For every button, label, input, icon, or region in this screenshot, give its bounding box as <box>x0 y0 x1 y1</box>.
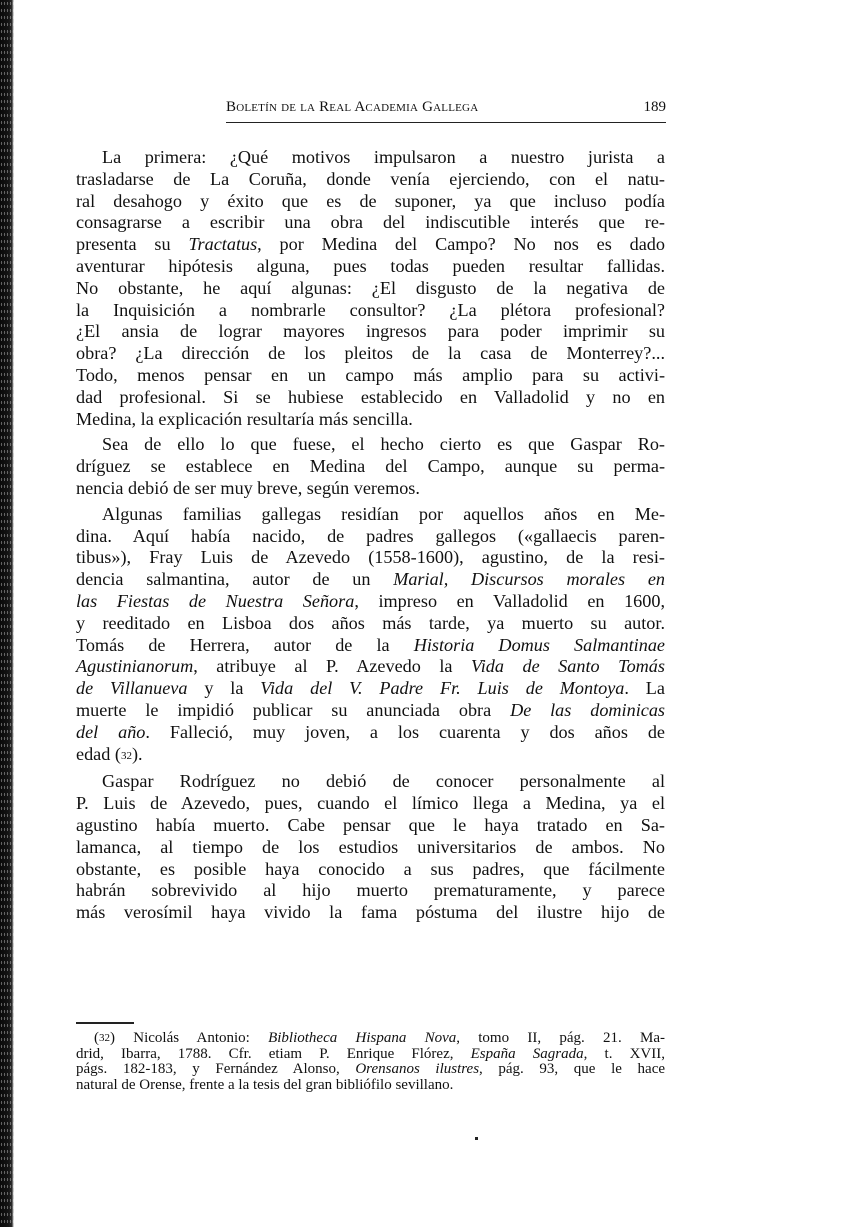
text-line: No obstante, he aquí algunas: ¿El disgusto de la negativa de <box>76 277 665 298</box>
paragraph-4 <box>76 771 665 924</box>
text-line: obra? ¿La dirección de los pleitos de la casa de Monterrey?... <box>76 343 665 364</box>
text-line: edad (32). <box>76 743 143 764</box>
footnote-line: págs. 182-183, y Fernández Alonso, Orensanos ilustres, pág. 93, que le hace <box>76 1061 666 1077</box>
text-line: trasladarse de La Coruña, donde venía ejerciendo, con el natu- <box>76 168 665 189</box>
footnote-marker: 32 <box>120 749 132 762</box>
text-line: dina. Aquí había nacido, de padres gallegos («gallaecis paren- <box>76 525 665 546</box>
footnote-32 <box>76 1031 665 1093</box>
text-line: aventurar hipótesis alguna, pues todas pueden resultar fallidas. <box>76 255 665 276</box>
text-line: presenta su Tractatus, por Medina del Campo? No nos es dado <box>76 234 665 255</box>
text-line: más verosímil haya vivido la fama póstuma del ilustre hijo de <box>76 902 665 923</box>
text-line: consagrarse a escribir una obra del indiscutible interés que re- <box>76 212 665 233</box>
paragraph-3 <box>76 504 665 768</box>
text-line: habrán sobrevivido al hijo muerto prematuramente, y parece <box>76 880 665 901</box>
page-number: 189 <box>643 99 666 115</box>
body-text <box>76 147 665 928</box>
text-line: Medina, la explicación resultaría más sencilla. <box>76 408 413 429</box>
text-line: lamanca, al tiempo de los estudios universitarios de ambos. No <box>76 836 665 857</box>
header-rule <box>226 122 666 123</box>
paragraph-2 <box>76 434 665 499</box>
text-line: nencia debió de ser muy breve, según veremos. <box>76 477 420 498</box>
footnote-marker: 32 <box>99 1032 110 1044</box>
text-line: Todo, menos pensar en un campo más amplio para su activi- <box>76 364 665 385</box>
paragraph-1 <box>76 147 665 430</box>
text-line: agustino había muerto. Cabe pensar que le haya tratado en Sa- <box>76 814 665 835</box>
footnote-line: (32) Nicolás Antonio: Bibliotheca Hispana Nova, tomo II, pág. 21. Ma- <box>94 1030 665 1046</box>
text-line: de Villanueva y la Vida del V. Padre Fr. Luis de Montoya. La <box>76 678 665 699</box>
footnote-line: drid, Ibarra, 1788. Cfr. etiam P. Enrique Flórez, España Sagrada, t. XVII, <box>76 1045 665 1062</box>
scan-speck <box>475 1137 478 1140</box>
text-line: obstante, es posible haya conocido a sus padres, que fácilmente <box>76 858 665 879</box>
text-line: Agustinianorum, atribuye al P. Azevedo la Vida de Santo Tomás <box>76 656 665 677</box>
scan-edge-shadow <box>0 0 14 1227</box>
text-line: La primera: ¿Qué motivos impulsaron a nuestro jurista a <box>102 147 665 167</box>
page-header <box>226 99 666 121</box>
footnote-line: natural de Orense, frente a la tesis del gran bibliófilo sevillano. <box>76 1076 454 1093</box>
text-line: la Inquisición a nombrarle consultor? ¿La plétora profesional? <box>76 299 665 320</box>
text-line: del año. Falleció, muy joven, a los cuarenta y dos años de <box>76 721 665 742</box>
footnotes <box>76 1031 665 1093</box>
text-line: dencia salmantina, autor de un Marial, Discursos morales en <box>76 569 665 590</box>
text-line: las Fiestas de Nuestra Señora, impreso en Valladolid en 1600, <box>76 590 665 611</box>
text-line: Gaspar Rodríguez no debió de conocer personalmente al <box>102 771 665 792</box>
text-line: P. Luis de Azevedo, pues, cuando el límico llega a Medina, ya el <box>76 793 665 814</box>
text-line: ¿El ansia de lograr mayores ingresos para poder imprimir su <box>76 321 665 342</box>
text-line: Sea de ello lo que fuese, el hecho cierto es que Gaspar Ro- <box>102 434 665 455</box>
running-title: Boletín de la Real Academia Gallega <box>226 99 479 115</box>
text-line: y reeditado en Lisboa dos años más tarde, ya muerto su autor. <box>76 612 665 633</box>
text-line: Algunas familias gallegas residían por aquellos años en Me- <box>102 503 665 524</box>
footnote-rule <box>76 1022 134 1024</box>
text-line: dad profesional. Si se hubiese establecido en Valladolid y no en <box>76 386 665 407</box>
text-line: tibus»), Fray Luis de Azevedo (1558-1600), agustino, de la resi- <box>76 547 665 568</box>
text-line: ral desahogo y éxito que es de suponer, ya que incluso podía <box>76 190 665 211</box>
text-line: dríguez se establece en Medina del Campo, aunque su perma- <box>76 456 665 477</box>
text-line: muerte le impidió publicar su anunciada obra De las dominicas <box>76 699 665 720</box>
text-line: Tomás de Herrera, autor de la Historia Domus Salmantinae <box>76 634 665 655</box>
